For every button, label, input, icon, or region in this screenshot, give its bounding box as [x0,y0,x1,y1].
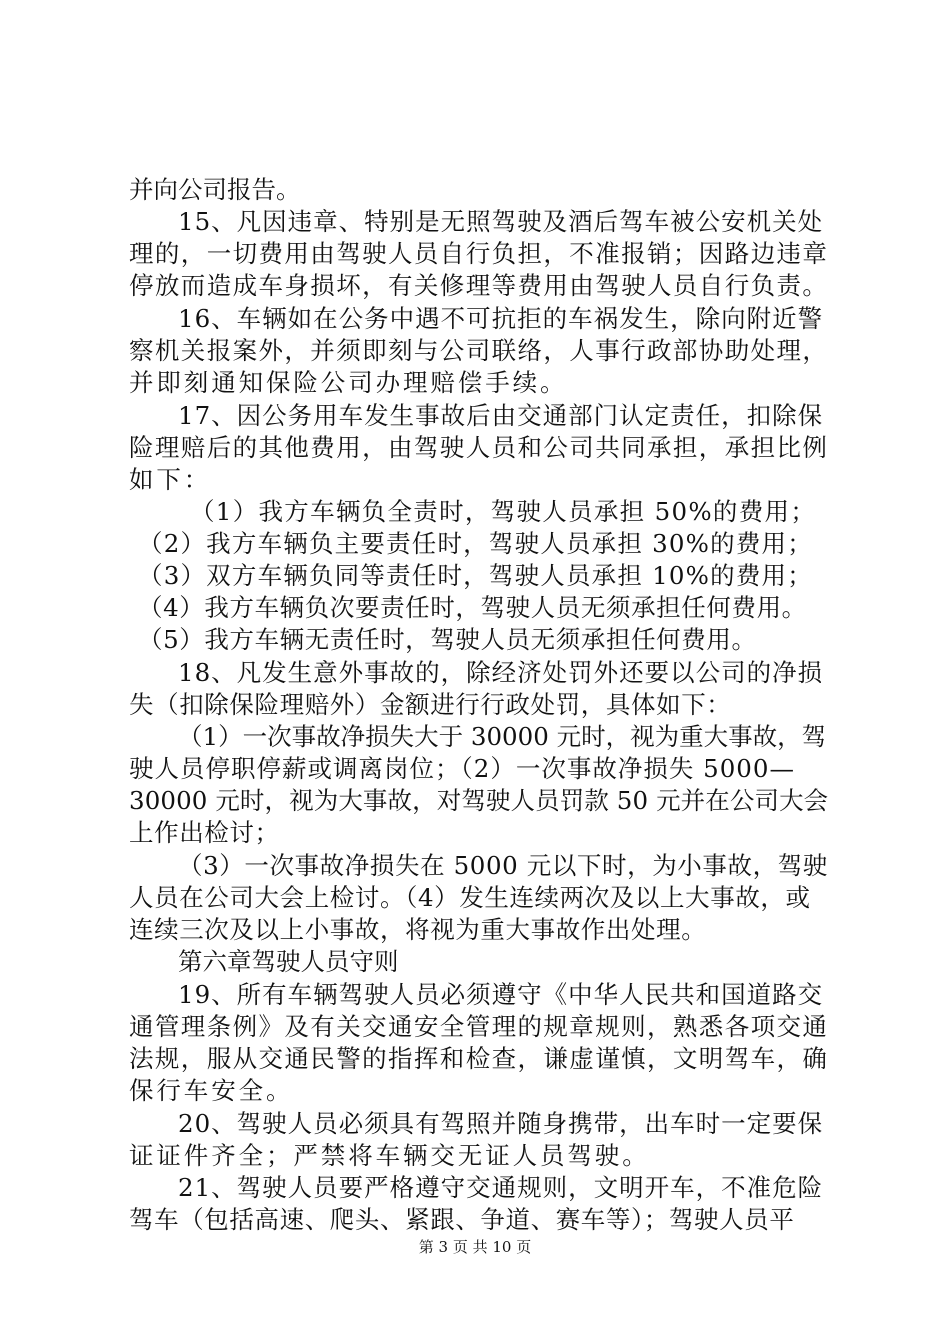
text-line: 证证件齐全；严禁将车辆交无证人员驾驶。 [129,1141,650,1170]
text-line: 险理赔后的其他费用，由驾驶人员和公司共同承担，承担比例 [129,433,829,462]
text-line: 并向公司报告。 [129,175,301,204]
text-line: （3）一次事故净损失在 5000 元以下时，为小事故，驾驶 [178,851,828,880]
text-line: 驶人员停职停薪或调离岗位；（2）一次事故净损失 5000— [129,754,795,783]
text-line: 16、车辆如在公务中遇不可抗拒的车祸发生，除向附近警 [178,304,824,333]
text-line: 并即刻通知保险公司办理赔偿手续。 [129,368,568,397]
text-line: 18、凡发生意外事故的，除经济处罚外还要以公司的净损 [178,658,824,687]
text-line: 理的，一切费用由驾驶人员自行负担，不准报销；因路边违章 [129,239,829,268]
text-line: （2）我方车辆负主要责任时，驾驶人员承担 30%的费用； [138,529,813,558]
text-line: （1）一次事故净损失大于 30000 元时，视为重大事故，驾 [178,722,827,751]
text-line: 通管理条例》及有关交通安全管理的规章规则，熟悉各项交通 [129,1012,829,1041]
text-line: （1）我方车辆负全责时，驾驶人员承担 50%的费用； [190,497,817,526]
text-line: （3）双方车辆负同等责任时，驾驶人员承担 10%的费用； [138,561,813,590]
text-line: 30000 元时，视为大事故，对驾驶人员罚款 50 元并在公司大会 [129,786,829,815]
text-line: 上作出检讨； [129,818,280,847]
text-line: （5）我方车辆无责任时，驾驶人员无须承担任何费用。 [138,625,757,654]
text-line: 15、凡因违章、特别是无照驾驶及酒后驾车被公安机关处 [178,207,824,236]
text-line: 19、所有车辆驾驶人员必须遵守《中华人民共和国道路交 [178,980,824,1009]
text-line: 法规，服从交通民警的指挥和检查，谦虚谨慎，文明驾车，确 [129,1044,829,1073]
text-line: 20、驾驶人员必须具有驾照并随身携带，出车时一定要保 [178,1109,824,1138]
text-line: 失（扣除保险理赔外）金额进行行政处罚，具体如下： [129,690,732,719]
page-footer: 第 3 页 共 10 页 [418,1238,532,1256]
text-line: 连续三次及以上小事故，将视为重大事故作出处理。 [129,915,707,944]
text-line: 保行车安全。 [129,1076,294,1105]
text-line: 停放而造成车身损坏，有关修理等费用由驾驶人员自行负责。 [129,271,829,300]
text-line: 如下： [129,465,212,494]
section-heading: 第六章驾驶人员守则 [178,947,399,976]
text-line: 人员在公司大会上检讨。（4）发生连续两次及以上大事故，或 [129,883,811,912]
text-line: 察机关报案外，并须即刻与公司联络，人事行政部协助处理， [129,336,829,365]
text-line: 17、因公务用车发生事故后由交通部门认定责任，扣除保 [178,401,824,430]
text-line: 驾车（包括高速、爬头、紧跟、争道、赛车等）；驾驶人员平 [129,1205,795,1234]
text-line: （4）我方车辆负次要责任时，驾驶人员无须承担任何费用。 [138,593,807,622]
text-line: 21、驾驶人员要严格遵守交通规则，文明开车，不准危险 [178,1173,824,1202]
